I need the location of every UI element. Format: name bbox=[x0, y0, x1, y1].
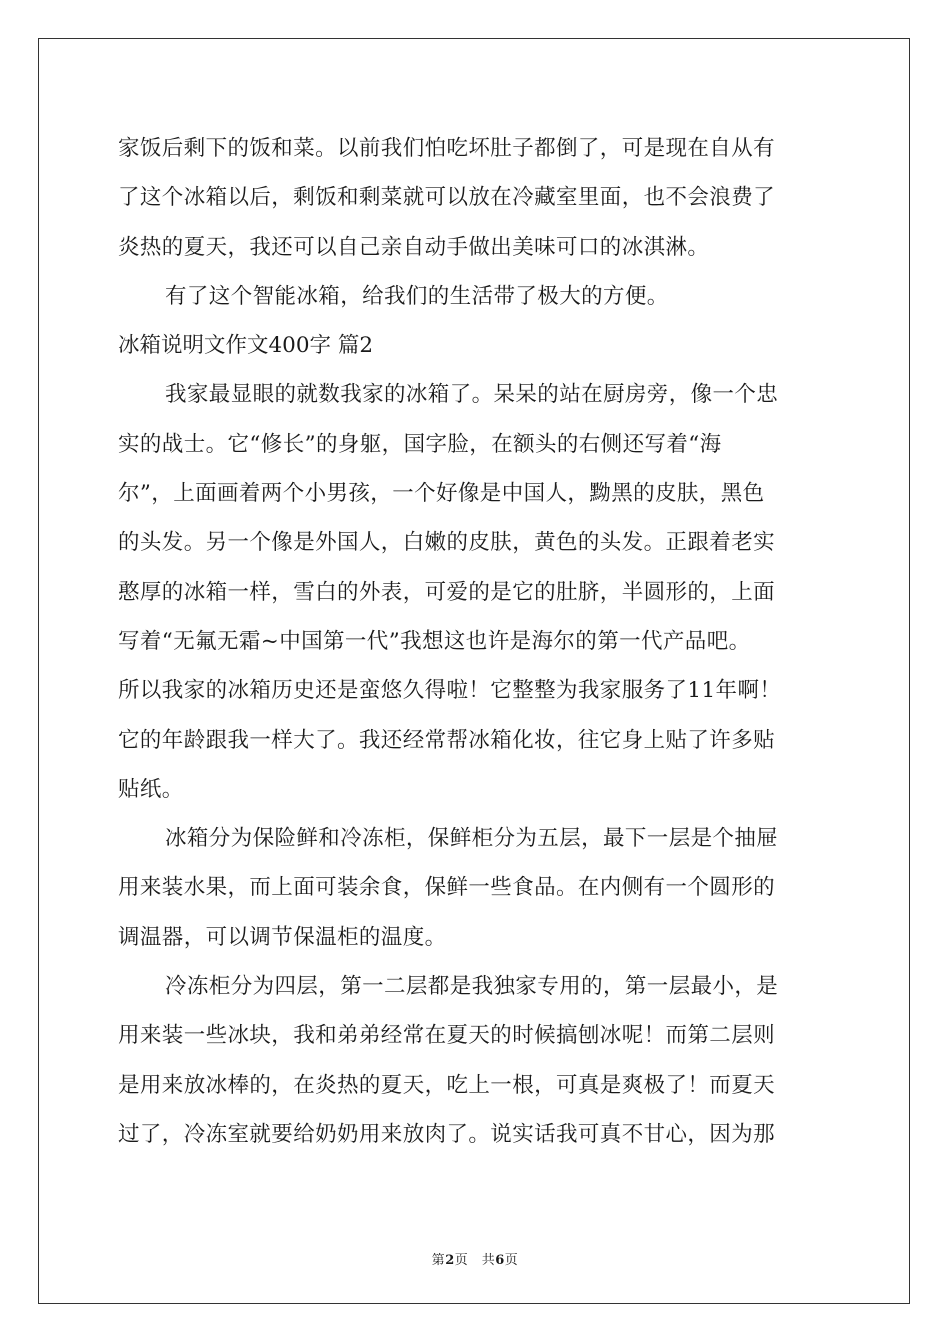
text-line: 所以我家的冰箱历史还是蛮悠久得啦！它整整为我家服务了11年啊！ bbox=[118, 678, 782, 704]
text-line: 我家最显眼的就数我家的冰箱了。呆呆的站在厨房旁，像一个忠 bbox=[165, 382, 779, 408]
text-line: 调温器，可以调节保温柜的温度。 bbox=[118, 924, 447, 950]
text-line: 尔”，上面画着两个小男孩，一个好像是中国人，黝黑的皮肤，黑色 bbox=[118, 481, 765, 507]
footer-prefix: 第 bbox=[431, 1253, 446, 1268]
footer-suffix: 页 bbox=[504, 1253, 519, 1268]
document-body bbox=[118, 124, 834, 1159]
footer-middle: 页 共 bbox=[454, 1253, 496, 1268]
text-line: 的头发。另一个像是外国人，白嫩的皮肤，黄色的头发。正跟着老实 bbox=[118, 530, 776, 556]
text-line: 用来装一些冰块，我和弟弟经常在夏天的时候搞刨冰呢！而第二层则 bbox=[118, 1023, 776, 1049]
text-line: 用来装水果，而上面可装余食，保鲜一些食品。在内侧有一个圆形的 bbox=[118, 875, 776, 901]
text-line: 憨厚的冰箱一样，雪白的外表，可爱的是它的肚脐，半圆形的，上面 bbox=[118, 579, 776, 605]
footer-page-number: 2 bbox=[445, 1253, 455, 1268]
text-line: 它的年龄跟我一样大了。我还经常帮冰箱化妆，往它身上贴了许多贴 bbox=[118, 727, 776, 753]
text-line: 冰箱分为保险鲜和冷冻柜，保鲜柜分为五层，最下一层是个抽屉 bbox=[165, 826, 779, 852]
text-line: 有了这个智能冰箱，给我们的生活带了极大的方便。 bbox=[165, 283, 669, 309]
text-line: 冷冻柜分为四层，第一二层都是我独家专用的，第一层最小，是 bbox=[165, 974, 779, 1000]
text-line: 了这个冰箱以后，剩饭和剩菜就可以放在冷藏室里面，也不会浪费了 bbox=[118, 185, 776, 211]
section-heading: 冰箱说明文作文400字 篇2 bbox=[118, 333, 374, 359]
text-line: 实的战士。它“修长”的身躯，国字脸，在额头的右侧还写着“海 bbox=[118, 431, 722, 457]
text-line: 是用来放冰棒的，在炎热的夏天，吃上一根，可真是爽极了！而夏天 bbox=[118, 1072, 776, 1098]
text-line: 炎热的夏天，我还可以自己亲自动手做出美味可口的冰淇淋。 bbox=[118, 234, 710, 260]
text-line: 贴纸。 bbox=[118, 776, 184, 802]
text-line: 写着“无氟无霜~中国第一代”我想这也许是海尔的第一代产品吧。 bbox=[118, 628, 751, 654]
footer-total-pages: 6 bbox=[495, 1253, 505, 1268]
page-footer bbox=[0, 1249, 950, 1268]
text-line: 过了，冷冻室就要给奶奶用来放肉了。说实话我可真不甘心，因为那 bbox=[118, 1121, 776, 1147]
text-line: 家饭后剩下的饭和菜。以前我们怕吃坏肚子都倒了，可是现在自从有 bbox=[118, 136, 776, 161]
